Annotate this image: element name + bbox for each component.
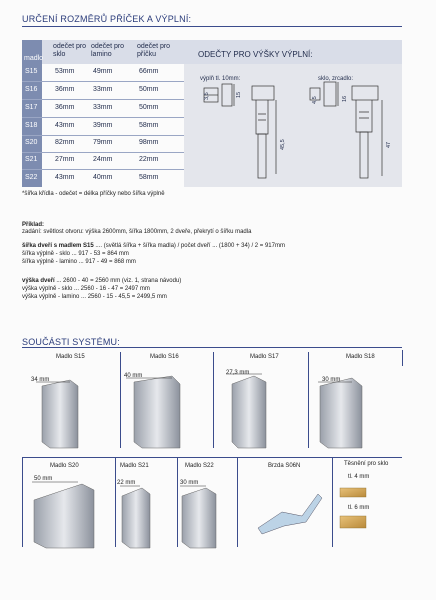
example-height-glass: výška výplně - sklo ... 2560 - 16 - 47 = 2497 mm [22,286,150,292]
row-madlo: S15 [25,68,38,75]
part-name-s15: Madlo S15 [56,354,85,360]
part-dim-s17: 27,3 mm [226,370,250,376]
row-partition: 22mm [139,156,159,163]
row-divider [22,169,184,170]
header-glass: odečet pro sklo [53,43,87,58]
example-height-lamino: výška výplně - lamino ... 2560 - 15 - 45,5 = 2499,5 mm [22,294,167,300]
row-madlo: S22 [25,174,38,181]
profiles-row2-drawing [22,470,402,550]
example-door-height [22,278,181,285]
row-glass: 36mm [55,104,75,111]
height-deductions-drawing [184,64,402,187]
header-madlo: madlo [24,55,44,62]
row-madlo: S21 [25,156,38,163]
dim-right-16: 16 [342,95,348,102]
row-madlo: S17 [25,104,38,111]
row-glass: 53mm [55,68,75,75]
row-glass: 36mm [55,86,75,93]
right-profile-label: sklo, zrcadlo: [318,76,354,82]
example-door-width [22,243,285,250]
row-madlo: S20 [25,139,38,146]
example-heading: Příklad: [22,222,45,228]
row-glass: 43mm [55,122,75,129]
part-dim-s22: 30 mm [180,480,199,486]
dim-left-15: 15 [236,91,242,98]
part-name-s16: Madlo S16 [150,354,179,360]
row-partition: 50mm [139,104,159,111]
example-width-glass: šířka výplně - sklo ... 917 - 53 = 864 mm [22,251,129,257]
door-width-calc: .... (světlá šířka + šířka madla) / počet dveří ... (1800 + 34) / 2 = 917mm [95,243,285,249]
part-name-seal: Těsnění pro sklo [344,461,389,467]
part-dim-s20: 50 mm [34,476,53,482]
example-intro: zadání: světlost otvoru: výška 2600mm, šířka 1800mm, 2 dveře, překrytí o šířku madla [22,229,252,235]
part-name-s21: Madlo S21 [120,463,149,469]
row-divider [22,99,184,100]
row-partition: 98mm [139,139,159,146]
row-lamino: 79mm [93,139,113,146]
row-divider [22,135,184,136]
header-lamino: odečet pro lamino [91,43,125,58]
part-dim-s18: 30 mm [322,377,341,383]
row-lamino: 40mm [93,174,113,181]
part-name-s17: Madlo S17 [250,354,279,360]
part-name-s22: Madlo S22 [185,463,214,469]
header-partition: odečet pro příčku [137,43,171,58]
part-dim-seal-6: tl. 6 mm [348,505,370,511]
row-partition: 66mm [139,68,159,75]
row-madlo: S16 [25,86,38,93]
dim-left-45-5: 45,5 [280,139,286,150]
row-divider [22,152,184,153]
door-height-label: výška dveří [22,278,55,284]
footnote: *šířka křídla - odečet = délka příčky nebo šířka výplně [22,191,165,197]
row2-top-rule [22,457,402,458]
row-lamino: 24mm [93,156,113,163]
part-dim-s16: 40 mm [124,373,143,379]
row-partition: 58mm [139,174,159,181]
row-divider [22,81,184,82]
row-partition: 58mm [139,122,159,129]
example-width-lamino: šířka výplně - lamino ... 917 - 49 = 868 mm [22,259,136,265]
part-dim-s15: 34 mm [31,377,50,383]
part-name-brake: Brzda S06N [268,463,301,469]
row-madlo: S18 [25,122,38,129]
panel-divider [402,350,403,366]
title-rule [22,26,402,27]
part-name-s20: Madlo S20 [50,463,79,469]
row-lamino: 49mm [93,68,113,75]
door-height-calc: ... 2600 - 40 = 2560 mm (viz. 1, strana návodu) [56,278,182,284]
row-glass: 27mm [55,156,75,163]
left-profile-label: výplň tl. 10mm: [200,76,241,82]
row-lamino: 39mm [93,122,113,129]
title-rule [22,347,402,348]
dim-right-47: 47 [386,141,392,148]
row-glass: 43mm [55,174,75,181]
section-title-dimensions: URČENÍ ROZMĚRŮ PŘÍČEK A VÝPLNÍ: [22,14,192,24]
profiles-row1-drawing [22,364,402,450]
part-dim-seal-4: tl. 4 mm [348,474,370,480]
dim-right-4-5: 4,5 [312,96,318,104]
dim-left-3-5: 3,5 [204,92,210,100]
section-title-parts: SOUČÁSTI SYSTÉMU: [22,337,120,347]
row-partition: 50mm [139,86,159,93]
row-lamino: 33mm [93,104,113,111]
height-deductions-title: ODEČTY PRO VÝŠKY VÝPLNÍ: [198,50,313,59]
part-dim-s21: 22 mm [117,480,136,486]
part-name-s18: Madlo S18 [346,354,375,360]
row-lamino: 33mm [93,86,113,93]
row-glass: 82mm [55,139,75,146]
door-width-label: šířka dveří s madlem S15 [22,243,94,249]
row-divider [22,117,184,118]
